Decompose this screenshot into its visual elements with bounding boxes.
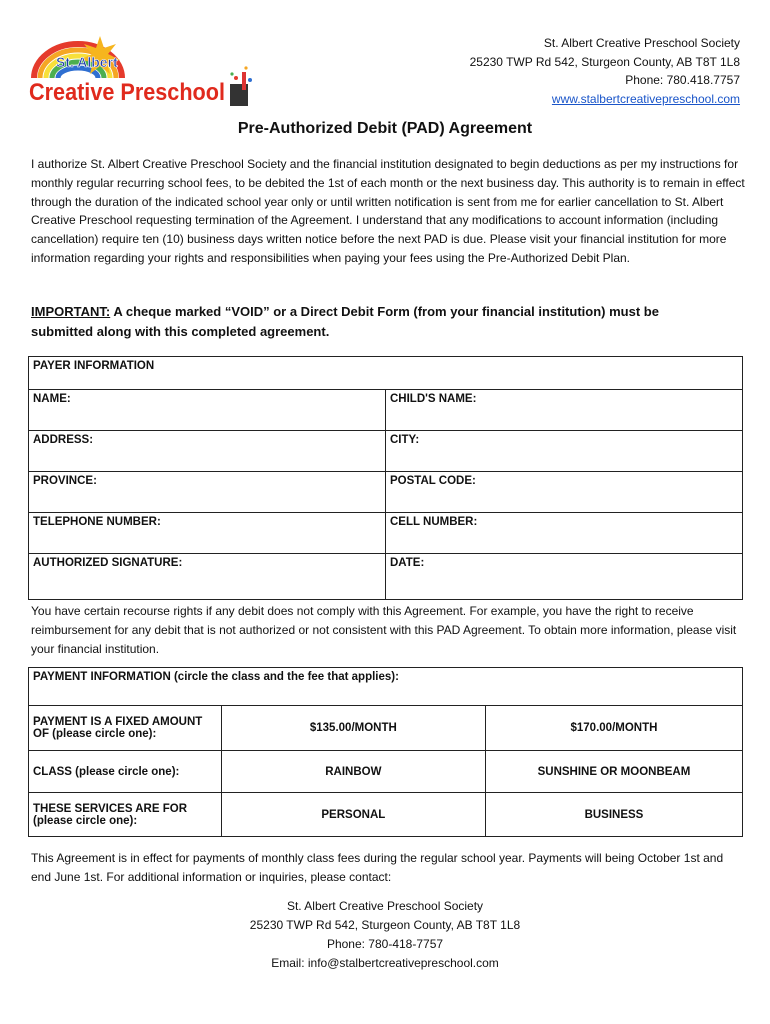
services-label: THESE SERVICES ARE FOR (please circle one): bbox=[29, 793, 222, 837]
contact-phone: Phone: 780-418-7757 bbox=[326, 937, 444, 951]
service-option-personal[interactable]: PERSONAL bbox=[221, 793, 485, 837]
date-field[interactable]: DATE: bbox=[386, 554, 743, 600]
fee-option-135[interactable]: $135.00/MONTH bbox=[221, 706, 485, 751]
org-phone: Phone: 780.418.7757 bbox=[625, 73, 740, 87]
name-field[interactable]: NAME: bbox=[29, 390, 386, 431]
postal-code-field[interactable]: POSTAL CODE: bbox=[386, 472, 743, 513]
website-link[interactable]: www.stalbertcreativepreschool.com bbox=[551, 91, 740, 106]
paintbrush-icon bbox=[230, 66, 252, 106]
service-option-business[interactable]: BUSINESS bbox=[485, 793, 742, 837]
svg-text:Creative Preschool: Creative Preschool bbox=[29, 79, 225, 106]
fee-option-170[interactable]: $170.00/MONTH bbox=[485, 706, 742, 751]
page-title: Pre-Authorized Debit (PAD) Agreement bbox=[237, 120, 533, 137]
class-option-rainbow[interactable]: RAINBOW bbox=[221, 751, 485, 793]
important-text: A cheque marked “VOID” or a Direct Debit Form (from your financial institution) must be submitted along with this completed agreement. bbox=[31, 304, 659, 339]
telephone-field[interactable]: TELEPHONE NUMBER: bbox=[29, 513, 386, 554]
contact-email: Email: info@stalbertcreativepreschool.com bbox=[271, 956, 499, 970]
closing-paragraph: This Agreement is in effect for payments of monthly class fees during the regular school year. Payments will being October 1st and end June 1st. For additional information or inquiries, please contact: bbox=[31, 851, 724, 884]
class-option-sunshine-moonbeam[interactable]: SUNSHINE OR MOONBEAM bbox=[485, 751, 742, 793]
preschool-logo bbox=[28, 34, 260, 114]
childs-name-field[interactable]: CHILD'S NAME: bbox=[386, 390, 743, 431]
organization-header bbox=[470, 34, 740, 108]
city-field[interactable]: CITY: bbox=[386, 431, 743, 472]
payment-information-table bbox=[28, 667, 743, 837]
org-address: 25230 TWP Rd 542, Sturgeon County, AB T8T 1L8 bbox=[469, 54, 740, 69]
payment-header: PAYMENT INFORMATION (circle the class and the fee that applies): bbox=[29, 668, 743, 706]
contact-org-name: St. Albert Creative Preschool Society bbox=[286, 899, 484, 913]
contact-address: 25230 TWP Rd 542, Sturgeon County, AB T8T 1L8 bbox=[249, 918, 521, 932]
signature-field[interactable]: AUTHORIZED SIGNATURE: bbox=[29, 554, 386, 600]
cell-number-field[interactable]: CELL NUMBER: bbox=[386, 513, 743, 554]
contact-block bbox=[0, 897, 770, 973]
fixed-amount-label: PAYMENT IS A FIXED AMOUNT OF (please circle one): bbox=[29, 706, 222, 751]
important-label: IMPORTANT: bbox=[31, 304, 111, 319]
class-label: CLASS (please circle one): bbox=[29, 751, 222, 793]
svg-text:St. Albert: St. Albert bbox=[56, 54, 118, 70]
org-name: St. Albert Creative Preschool Society bbox=[543, 36, 740, 50]
province-field[interactable]: PROVINCE: bbox=[29, 472, 386, 513]
recourse-paragraph: You have certain recourse rights if any debit does not comply with this Agreement. For example, you have the right to receive reimbursement for any debit that is not authorized or not consistent with this PAD Agreement. To obtain more information, please visit your financial institution. bbox=[31, 604, 737, 656]
address-field[interactable]: ADDRESS: bbox=[29, 431, 386, 472]
important-notice bbox=[31, 302, 721, 342]
intro-paragraph: I authorize St. Albert Creative Preschool Society and the financial institution designated to begin deductions as per my instructions for monthly regular recurring school fees, to be debited the 1st of each month or the next business day. This authority is to remain in effect through the duration of the indicated school year only or until written notification is sent from me for earlier cancellation to St. Albert Creative Preschool requesting termination of the Agreement. I understand that any modifications to account information (including cancellation) require ten (10) business days written notice before the next PAD is due. Please visit your financial institution for more information regarding your rights and responsibilities when paying your fees using the Pre-Authorized Debit Plan. bbox=[31, 157, 745, 265]
payer-information-table bbox=[28, 356, 743, 600]
payer-header: PAYER INFORMATION bbox=[29, 357, 743, 390]
